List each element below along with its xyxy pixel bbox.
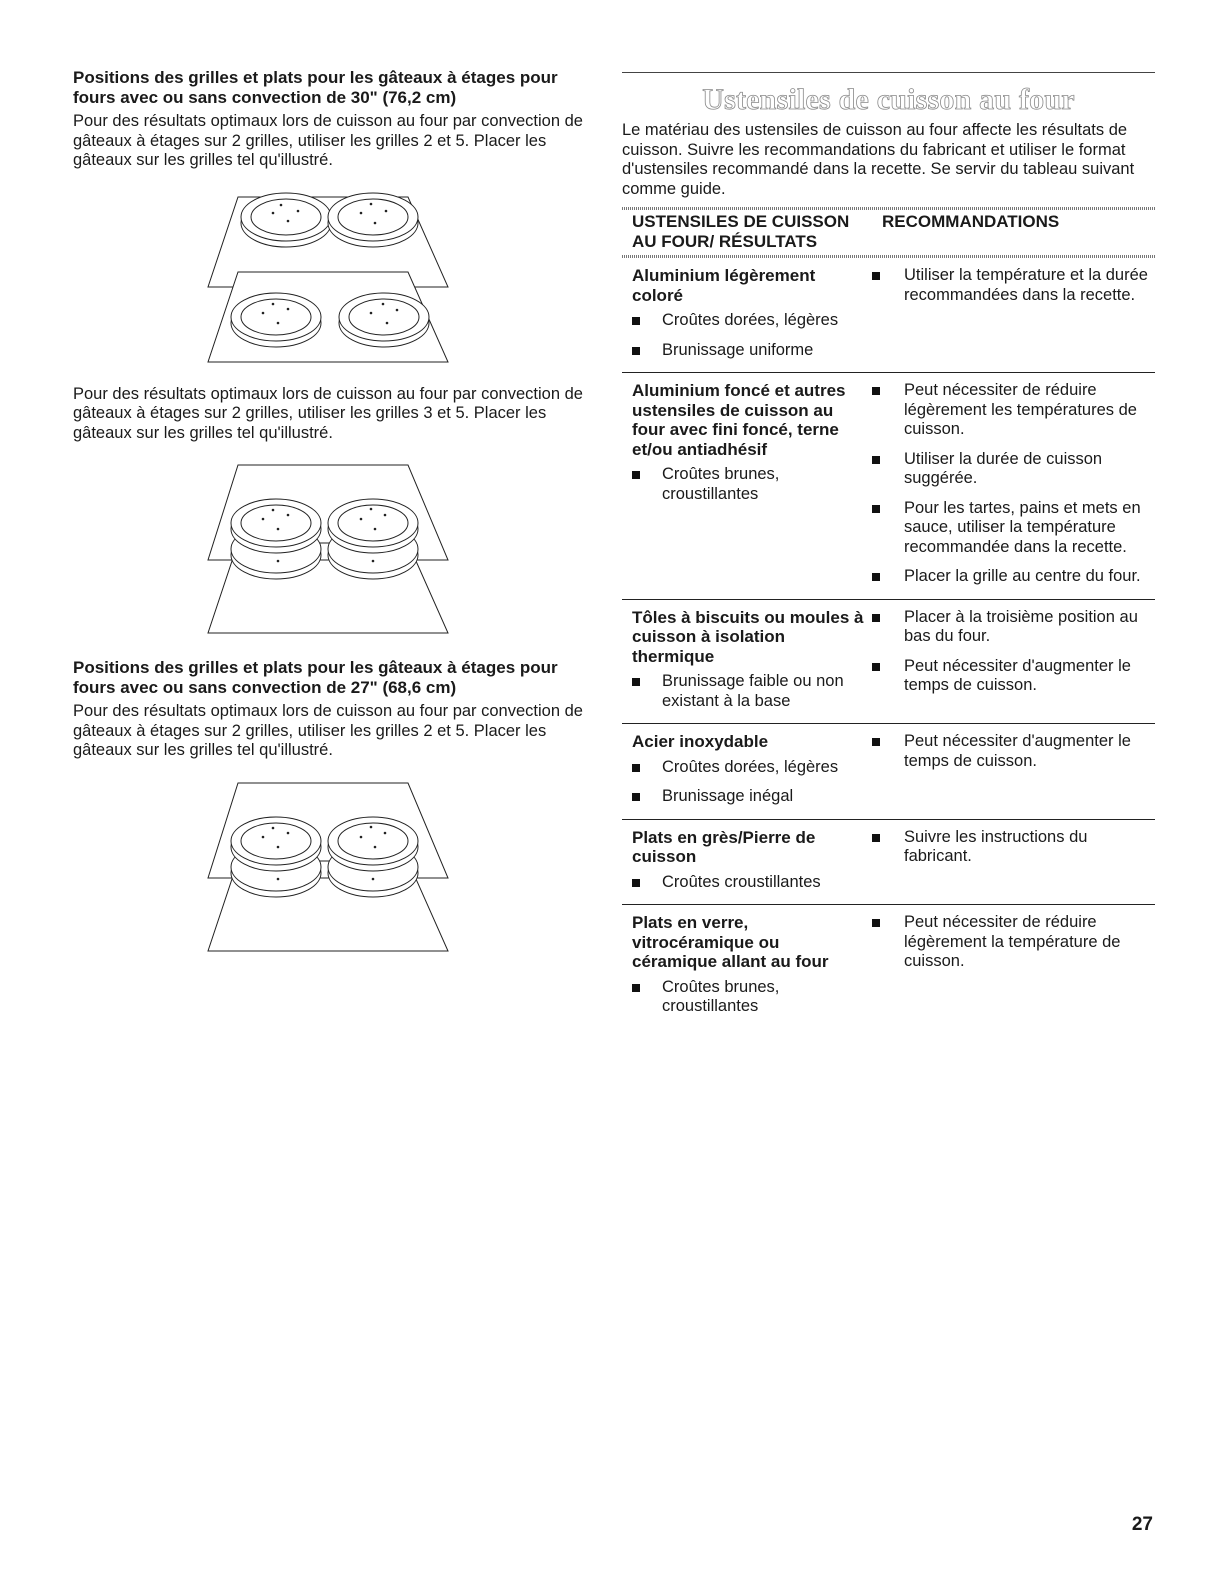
- result-text: Brunissage inégal: [662, 787, 794, 805]
- recommendations-cell: [864, 608, 1155, 712]
- bullet-square-icon: [872, 919, 880, 927]
- bullet-square-icon: [872, 663, 880, 671]
- bullet-square-icon: [632, 984, 640, 992]
- result-text: Croûtes croustillantes: [662, 872, 821, 891]
- recommendation-text: Pour les tartes, pains et mets en sauce, utiliser la température recommandée dans la recette.: [904, 498, 1141, 556]
- header-recommendations: RECOMMANDATIONS: [882, 212, 1060, 231]
- recommendation-text: Utiliser la température et la durée recommandées dans la recette.: [904, 266, 1148, 304]
- result-text: Croûtes dorées, légères: [662, 311, 839, 329]
- bullet-square-icon: [872, 387, 880, 395]
- result-text: Croûtes brunes, croustillantes: [662, 465, 780, 503]
- bullet-square-icon: [872, 738, 880, 746]
- bullet-square-icon: [632, 764, 640, 772]
- table-body: [622, 258, 1155, 1029]
- result-text: Brunissage uniforme: [662, 340, 814, 359]
- recommendation-item: [872, 266, 1155, 305]
- recommendation-item: [872, 828, 1155, 867]
- cookware-cell: [622, 732, 864, 807]
- pan-upper-right: [328, 499, 418, 553]
- result-text: Croûtes dorées, légères: [662, 757, 839, 776]
- figure-racks-27-inch: [73, 781, 588, 956]
- figure-racks-2-5: [73, 183, 588, 373]
- bullet-square-icon: [872, 614, 880, 622]
- recommendation-item: [872, 732, 1155, 771]
- intro-paragraph: Le matériau des ustensiles de cuisson au four affecte les résultats de cuisson. Suivre les recommandations du fabricant et utiliser le format d'ustensiles recommandé dans la recette. Se servir du tableau suivant comme guide.: [622, 121, 1135, 198]
- table-header: [622, 212, 1155, 251]
- rack-diagram-2: [73, 463, 588, 638]
- recommendation-text: Peut nécessiter de réduire légèrement les températures de cuisson.: [904, 381, 1137, 438]
- bullet-square-icon: [632, 471, 640, 479]
- paragraph-30-inch-grilles-2-5: Pour des résultats optimaux lors de cuisson au four par convection de gâteaux à étages sur 2 grilles, utiliser les grilles 2 et 5. Placer les gâteaux sur les grilles tel qu'illustré.: [73, 112, 583, 169]
- rack-diagram-3: [73, 781, 588, 956]
- bullet-square-icon: [632, 678, 640, 686]
- section-heading-27-inch: Positions des grilles et plats pour les gâteaux à étages pour fours avec ou sans convection de 27" (68,6 cm): [73, 658, 558, 697]
- result-item: [632, 787, 864, 807]
- recommendation-text: Suivre les instructions du fabricant.: [904, 827, 1088, 865]
- paragraph-27-inch-grilles-2-5: Pour des résultats optimaux lors de cuisson au four par convection de gâteaux à étages sur 2 grilles, utiliser les grilles 2 et 5. Placer les gâteaux sur les grilles tel qu'illustré.: [73, 702, 583, 759]
- rack-diagram-1: [73, 183, 588, 373]
- cookware-name: Aluminium foncé et autres ustensiles de cuisson au four avec fini foncé, terne et/ou antiadhésif: [632, 381, 846, 459]
- pan-top-left: [241, 193, 331, 247]
- result-item: [632, 873, 864, 893]
- left-column: [73, 68, 588, 956]
- section-title: Ustensiles de cuisson au four: [702, 83, 1075, 116]
- recommendation-text: Peut nécessiter d'augmenter le temps de cuisson.: [904, 656, 1131, 694]
- result-item: [632, 465, 864, 504]
- recommendation-item: [872, 567, 1155, 587]
- bullet-square-icon: [872, 505, 880, 513]
- bullet-square-icon: [632, 347, 640, 355]
- table-row: [622, 724, 1155, 820]
- result-item: [632, 311, 864, 331]
- recommendations-cell: [864, 732, 1155, 807]
- title-rule: [622, 72, 1155, 73]
- result-item: [632, 758, 864, 778]
- cookware-name: Aluminium légèrement coloré: [632, 266, 816, 305]
- result-item: [632, 341, 864, 361]
- table-row: [622, 258, 1155, 373]
- result-text: Croûtes brunes, croustillantes: [662, 977, 780, 1015]
- bullet-square-icon: [872, 456, 880, 464]
- bullet-square-icon: [632, 317, 640, 325]
- result-text: Brunissage faible ou non existant à la base: [662, 672, 844, 710]
- recommendation-text: Placer la grille au centre du four.: [904, 567, 1141, 585]
- paragraph-30-inch-grilles-3-5: Pour des résultats optimaux lors de cuisson au four par convection de gâteaux à étages sur 2 grilles, utiliser les grilles 3 et 5. Placer les gâteaux sur les grilles tel qu'illustré.: [73, 384, 583, 442]
- table-top-rule: [622, 207, 1155, 210]
- figure-racks-3-5: [73, 463, 588, 638]
- header-cookware: USTENSILES DE CUISSON AU FOUR/ RÉSULTATS: [632, 212, 850, 251]
- cookware-name: Plats en grès/Pierre de cuisson: [632, 827, 816, 866]
- bullet-square-icon: [632, 793, 640, 801]
- table-row: [622, 820, 1155, 906]
- recommendation-text: Peut nécessiter de réduire légèrement la température de cuisson.: [904, 913, 1121, 970]
- recommendation-item: [872, 608, 1155, 647]
- cookware-name: Plats en verre, vitrocéramique ou céramique allant au four: [632, 913, 829, 971]
- recommendation-item: [872, 381, 1155, 440]
- pan-top-right: [328, 193, 418, 247]
- recommendation-item: [872, 450, 1155, 489]
- result-item: [632, 672, 864, 711]
- right-column: [622, 72, 1155, 1029]
- cookware-name: Acier inoxydable: [632, 732, 769, 751]
- table-row: [622, 600, 1155, 725]
- recommendations-cell: [864, 828, 1155, 893]
- bullet-square-icon: [872, 834, 880, 842]
- recommendation-text: Placer à la troisième position au bas du four.: [904, 607, 1138, 645]
- section-heading-30-inch: Positions des grilles et plats pour les gâteaux à étages pour fours avec ou sans convection de 30" (76,2 cm): [73, 68, 558, 107]
- cookware-cell: [622, 381, 864, 587]
- bullet-square-icon: [872, 272, 880, 280]
- recommendation-item: [872, 913, 1155, 972]
- recommendation-text: Peut nécessiter d'augmenter le temps de cuisson.: [904, 732, 1131, 770]
- bullet-square-icon: [872, 573, 880, 581]
- cookware-cell: [622, 608, 864, 712]
- recommendation-item: [872, 657, 1155, 696]
- bullet-square-icon: [632, 879, 640, 887]
- pan-upper-left: [231, 499, 321, 553]
- pan-bottom-left: [231, 293, 321, 347]
- recommendations-cell: [864, 381, 1155, 587]
- pan-bottom-right: [339, 293, 429, 347]
- recommendations-cell: [864, 913, 1155, 1017]
- cookware-cell: [622, 828, 864, 893]
- table-row: [622, 373, 1155, 600]
- table-row: [622, 905, 1155, 1029]
- cookware-name: Tôles à biscuits ou moules à cuisson à isolation thermique: [632, 607, 864, 666]
- recommendations-cell: [864, 266, 1155, 360]
- cookware-cell: [622, 913, 864, 1017]
- recommendation-item: [872, 499, 1155, 558]
- page-number: 27: [1131, 1514, 1153, 1535]
- recommendation-text: Utiliser la durée de cuisson suggérée.: [904, 449, 1103, 487]
- cookware-cell: [622, 266, 864, 360]
- result-item: [632, 978, 864, 1017]
